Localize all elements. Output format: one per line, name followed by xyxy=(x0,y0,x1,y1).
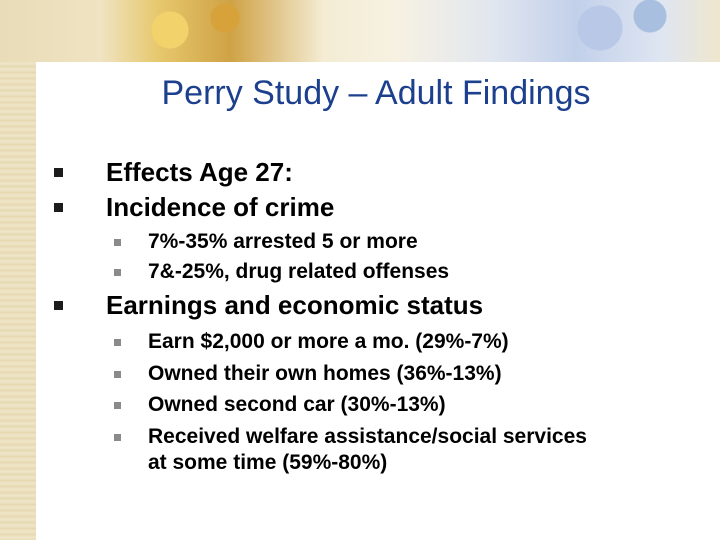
slide-body xyxy=(36,62,720,540)
bullet-level1 xyxy=(106,157,293,188)
bullet-level2 xyxy=(148,425,587,449)
decorative-banner xyxy=(0,0,720,62)
square-bullet-icon xyxy=(114,371,121,378)
bullet-text: Effects Age 27: xyxy=(106,157,293,187)
bullet-level1 xyxy=(106,290,483,321)
square-bullet-icon xyxy=(54,301,63,310)
square-bullet-icon xyxy=(114,339,121,346)
square-bullet-icon xyxy=(114,269,121,276)
square-bullet-icon xyxy=(114,402,121,409)
paper-texture-border xyxy=(0,0,36,540)
bullet-level2 xyxy=(148,230,418,254)
bullet-continuation xyxy=(148,451,387,475)
bullet-text: Owned second car (30%-13%) xyxy=(148,393,446,416)
slide-title: Perry Study – Adult Findings xyxy=(161,74,591,112)
bullet-text: at some time (59%-80%) xyxy=(148,451,388,474)
bullet-text: 7%-35% arrested 5 or more xyxy=(148,230,418,253)
bullet-text: Earn $2,000 or more a mo. (29%-7%) xyxy=(148,330,509,353)
bullet-level2 xyxy=(148,330,509,354)
bullet-text: Incidence of crime xyxy=(106,192,335,222)
bullet-level2 xyxy=(148,260,449,284)
bullet-text: 7&-25%, drug related offenses xyxy=(148,260,450,283)
square-bullet-icon xyxy=(114,434,121,441)
bullet-level1 xyxy=(106,192,334,223)
bullet-text: Owned their own homes (36%-13%) xyxy=(148,362,502,385)
bullet-level2 xyxy=(148,393,446,417)
bullet-text: Received welfare assistance/social services xyxy=(148,425,587,448)
square-bullet-icon xyxy=(114,239,121,246)
square-bullet-icon xyxy=(54,203,63,212)
bullet-text: Earnings and economic status xyxy=(106,290,484,320)
bullet-level2 xyxy=(148,362,502,386)
square-bullet-icon xyxy=(54,168,63,177)
